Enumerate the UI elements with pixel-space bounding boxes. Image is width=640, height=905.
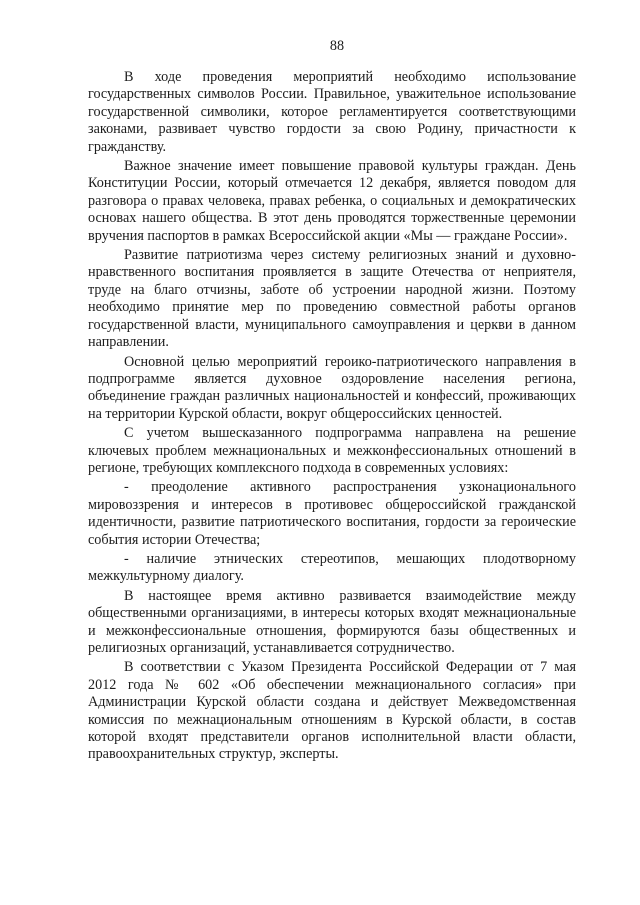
list-item: - наличие этнических стереотипов, мешающих плодотворному межкультурному диалогу. [88, 550, 576, 585]
paragraph: Развитие патриотизма через систему религиозных знаний и духовно-нравственного воспитания проявляется в защите Отечества от неприятеля, труде на благо отчизны, заботе об устроении народной жизни. Поэтому необходимо принятие мер по проведению совместной работы органов государственной власти, муниципального самоуправления и церкви в данном направлении. [88, 247, 576, 351]
paragraph: Важное значение имеет повышение правовой культуры граждан. День Конституции России, который отмечается 12 декабря, является поводом для разговора о правах человека, правах ребенка, о социальных и демократических основах нашего общества. В этот день проводятся торжественные церемонии вручения паспортов в рамках Всероссийской акции «Мы — граждане России». [88, 158, 576, 244]
list-item: - преодоление активного распространения узконационального мировоззрения и интересов в противовес общероссийской гражданской идентичности, развитие патриотического воспитания, гордости за героические события истории Отечества; [88, 479, 576, 548]
paragraph: Основной целью мероприятий героико-патриотического направления в подпрограмме является духовное оздоровление населения региона, объединение граждан различных национальностей и конфессий, проживающих на территории Курской области, вокруг общероссийских ценностей. [88, 353, 576, 422]
paragraph: С учетом вышесказанного подпрограмма направлена на решение ключевых проблем межнациональных и межконфессиональных отношений в регионе, требующих комплексного подхода в современных условиях: [88, 425, 576, 476]
body-text [88, 69, 576, 764]
paragraph: В ходе проведения мероприятий необходимо использование государственных символов России. Правильное, уважительное использование государственной символики, которое регламентируется соответствующими законами, развивает чувство гордости за свою Родину, причастности к гражданству. [88, 69, 576, 155]
page-number: 88 [329, 38, 345, 54]
paragraph: В настоящее время активно развивается взаимодействие между общественными организациями, в интересы которых входят межнациональные и межконфессиональные отношения, формируются базы общественных и религиозных организаций, устанавливается сотрудничество. [88, 587, 576, 656]
paragraph: В соответствии с Указом Президента Российской Федерации от 7 мая 2012 года № 602 «Об обеспечении межнационального согласия» при Администрации Курской области создана и действует Межведомственная комиссия по межнациональным отношениям в Курской области, в состав которой входят представители органов исполнительной власти области, правоохранительных структур, эксперты. [88, 659, 576, 763]
